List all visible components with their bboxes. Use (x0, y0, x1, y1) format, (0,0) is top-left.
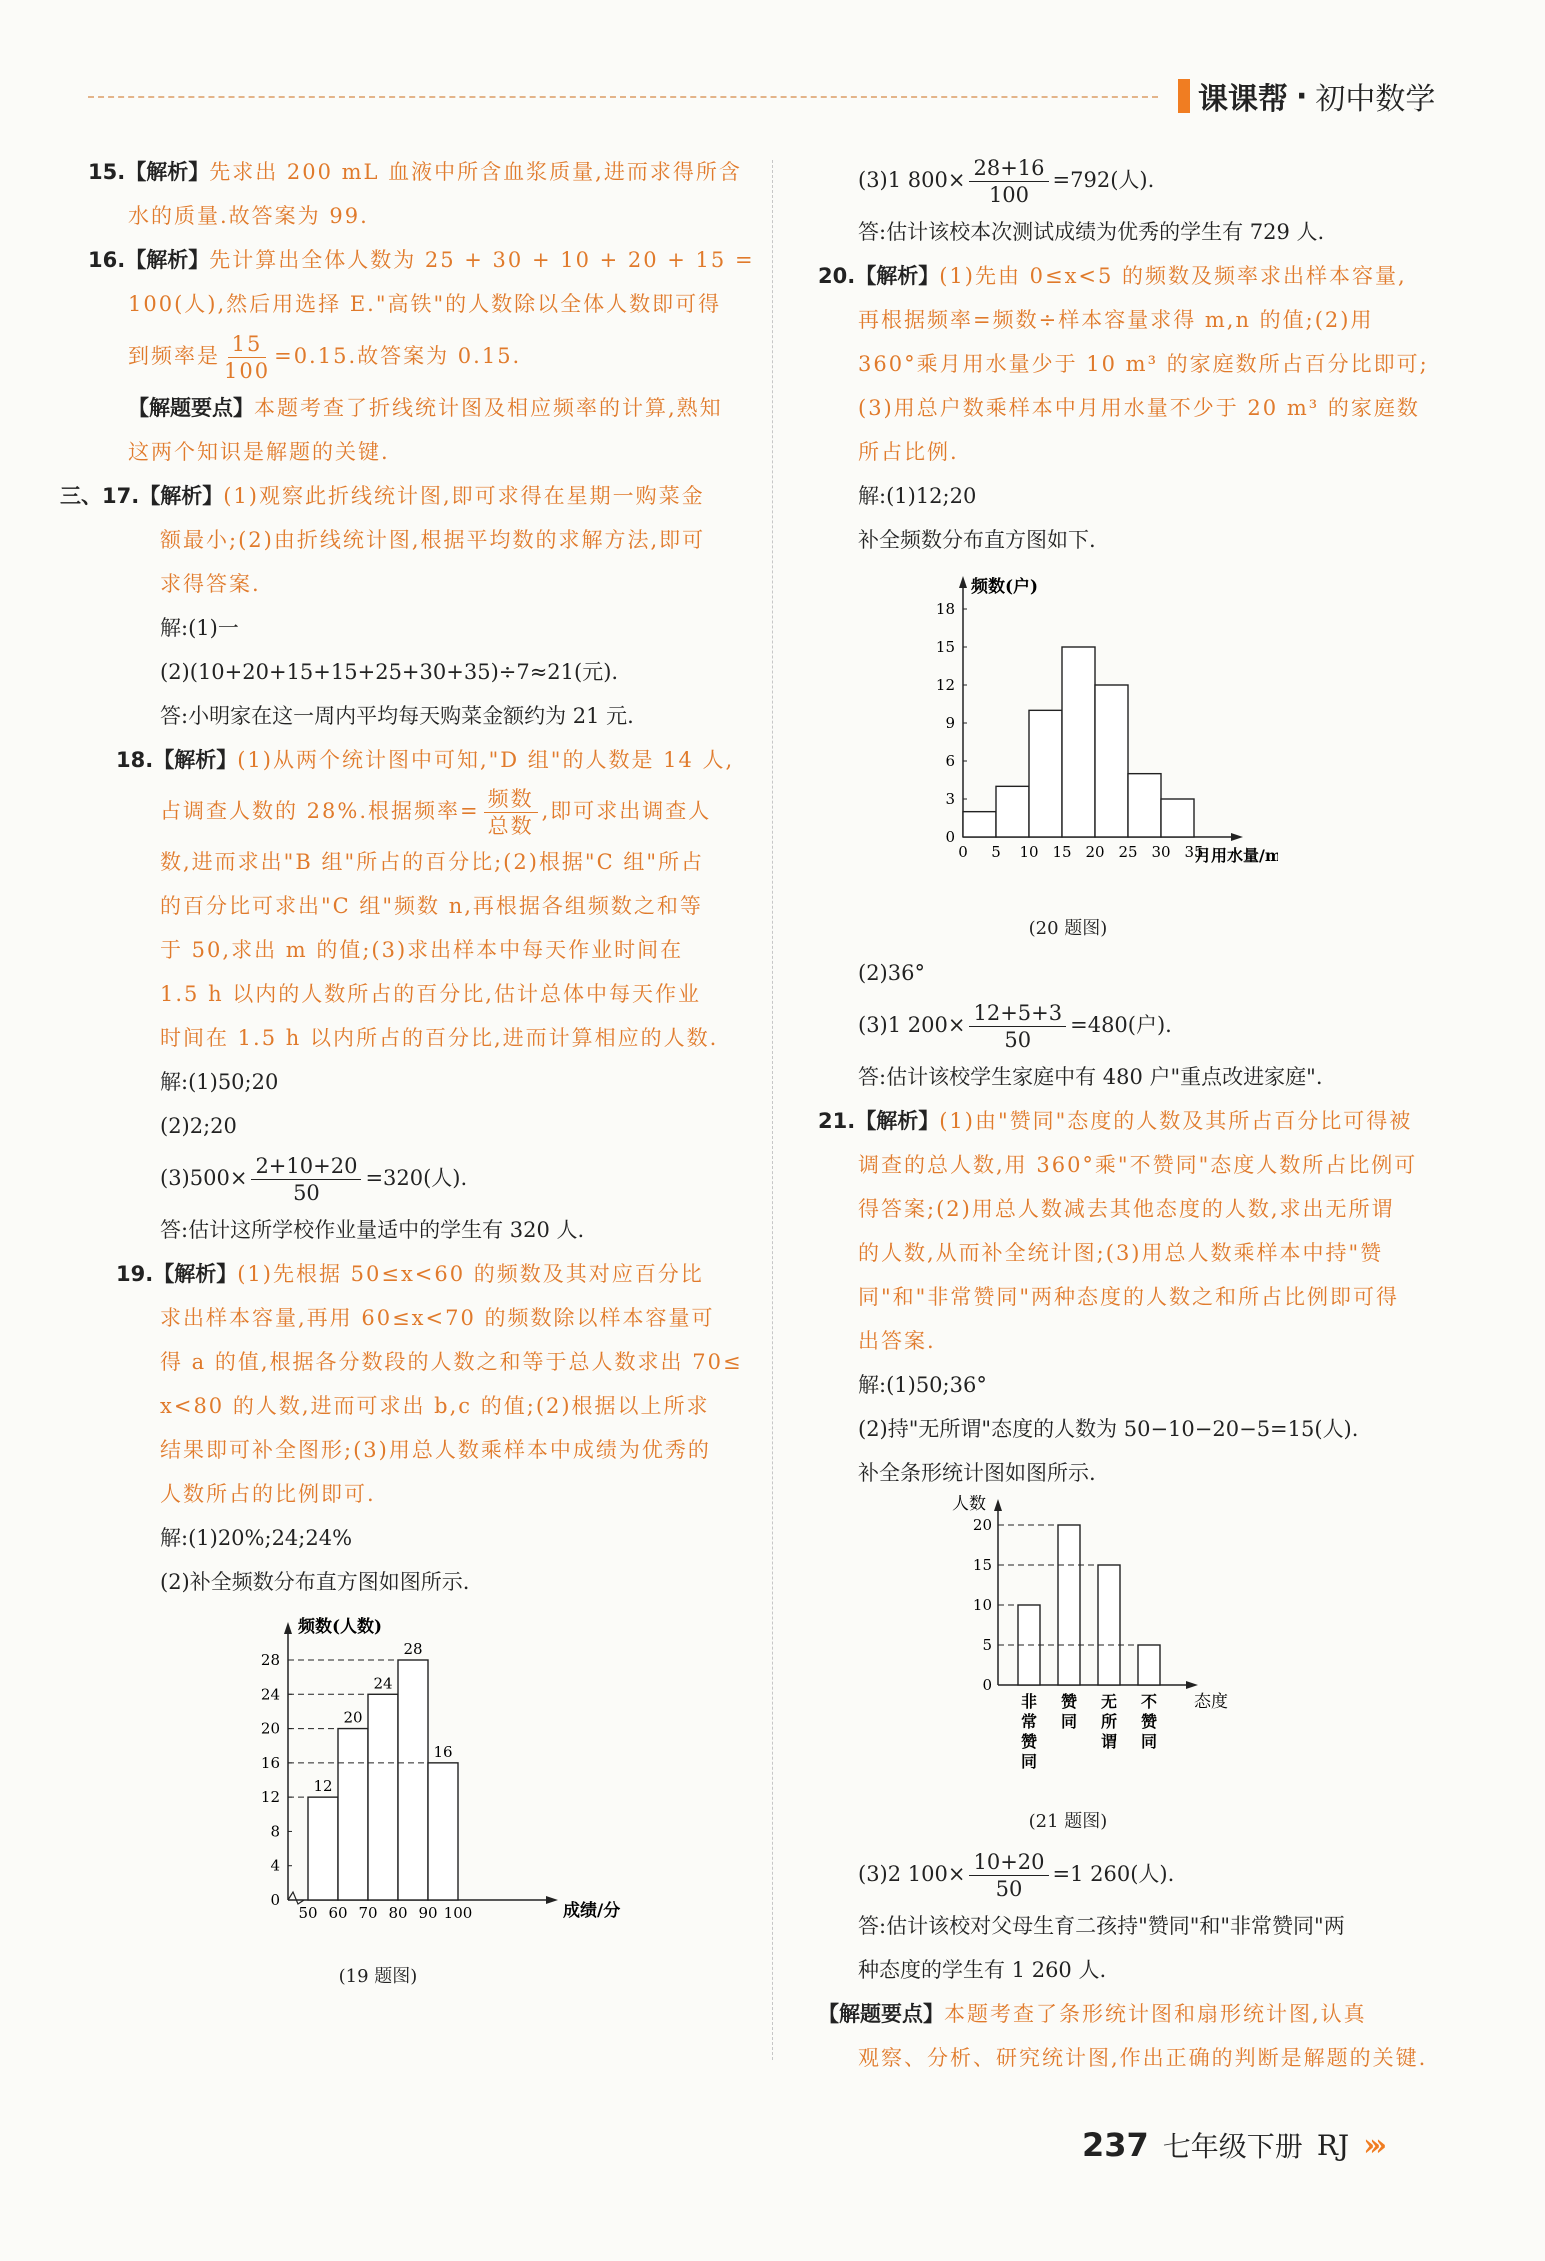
brand-name: 课课帮 (1198, 82, 1288, 117)
x-axis-arrow-icon (1231, 833, 1243, 841)
y-tick-label: 9 (945, 714, 955, 732)
header-rule (88, 96, 1158, 98)
q18-fraction (484, 786, 538, 839)
q17-tag: 【解析】 (139, 483, 224, 508)
q16-line2: 100(人),然后用选择 E."高铁"的人数除以全体人数即可得 (128, 292, 722, 316)
q19b-fraction (969, 155, 1048, 208)
left-column (60, 150, 758, 1999)
y-tick-label: 28 (260, 1651, 280, 1669)
category-label-char: 同 (1060, 1712, 1078, 1731)
y-tick-label: 8 (270, 1822, 280, 1841)
category-label-char: 无 (1100, 1692, 1118, 1711)
header-brand (1178, 74, 1435, 118)
q21-tip-text: 本题考查了条形统计图和扇形统计图,认真 (944, 2002, 1367, 2026)
q18-text: (1)从两个统计图中可知,"D 组"的人数是 14 人, (237, 748, 735, 772)
y-tick-label: 0 (945, 828, 955, 846)
q18-s3-fraction (251, 1153, 361, 1206)
x-axis-arrow-icon (546, 1896, 558, 1904)
q16-fraction (224, 331, 270, 384)
q21-sol6: 种态度的学生有 1 260 人. (858, 1958, 1107, 1982)
q19b-sol4: 答:估计该校本次测试成绩为优秀的学生有 729 人. (858, 220, 1325, 244)
x-tick-label: 30 (1151, 843, 1171, 861)
q16-tip1 (88, 386, 758, 430)
x-tick-label: 10 (1019, 843, 1039, 861)
y-tick-label: 16 (260, 1753, 280, 1772)
category-label-char: 同 (1140, 1732, 1158, 1751)
x-tick-label: 25 (1118, 843, 1138, 861)
y-tick-label: 12 (260, 1788, 280, 1807)
q15-line2: 水的质量.故答案为 99. (128, 204, 369, 228)
q18-l2a: 占调查人数的 28%.根据频率= (160, 799, 480, 823)
y-axis-label: 频数(人数) (298, 1617, 383, 1637)
column-divider (772, 160, 773, 2060)
y-tick-label: 0 (982, 1676, 992, 1694)
q21-s4d: 50 (995, 1877, 1023, 1901)
y-tick-label: 20 (260, 1719, 280, 1738)
q16-line3 (88, 326, 758, 386)
x-tick-label: 15 (1052, 843, 1072, 861)
bar (1058, 1525, 1080, 1685)
q16-fd: 100 (224, 359, 271, 383)
q19b-s3b: =792(人). (1052, 168, 1155, 192)
q18-sol2: (2)2;20 (160, 1114, 237, 1138)
chart-19-caption: (19 题图) (338, 1966, 418, 1987)
q21-tip-tag: 【解题要点】 (818, 2001, 944, 2026)
q15-line1 (88, 150, 758, 194)
q18-line4: 的百分比可求出"C 组"频数 n,再根据各组频数之和等 (160, 894, 703, 918)
y-tick-label: 0 (270, 1891, 280, 1909)
q19-sol1: 解:(1)20%;24;24% (160, 1526, 353, 1550)
q16-line1 (88, 238, 758, 282)
q18-s3b: =320(人). (365, 1166, 468, 1190)
q20-tag: 【解析】 (855, 263, 940, 288)
q18-fn: 频数 (484, 786, 538, 813)
x-axis-arrow-icon (1186, 1681, 1198, 1689)
y-axis-arrow-icon (959, 576, 967, 588)
q19-line2: 求出样本容量,再用 60≤x<70 的频数除以样本容量可 (160, 1306, 715, 1330)
q20-s4a: (3)1 200× (858, 1013, 966, 1037)
q19-line6: 人数所占的比例即可. (160, 1482, 376, 1506)
q20-sol4 (818, 995, 1468, 1055)
q16-l3b: =0.15.故答案为 0.15. (274, 344, 522, 368)
q20-fraction (969, 1000, 1066, 1053)
q19b-s3a: (3)1 800× (858, 168, 966, 192)
x-tick-label: 50 (298, 1904, 318, 1922)
bar (428, 1763, 458, 1900)
chart-19 (238, 1610, 758, 1999)
data-label: 16 (433, 1742, 453, 1761)
x-tick-label: 60 (328, 1904, 348, 1922)
q21-line2: 调查的总人数,用 360°乘"不赞同"态度人数所占比例可 (858, 1153, 1418, 1177)
q17-line2: 额最小;(2)由折线统计图,根据平均数的求解方法,即可 (160, 528, 706, 552)
q20-s4d: 50 (1004, 1028, 1032, 1052)
q19-line3: 得 a 的值,根据各分数段的人数之和等于总人数求出 70≤ (160, 1350, 743, 1374)
x-axis-label: 月用水量/m (1195, 846, 1278, 865)
y-tick-label: 3 (945, 790, 955, 808)
q18-s3d: 50 (293, 1181, 320, 1205)
q20-line2: 再根据频率=频数÷样本容量求得 m,n 的值;(2)用 (858, 308, 1374, 332)
x-tick-label: 90 (418, 1904, 438, 1922)
x-tick-label: 0 (958, 843, 968, 861)
category-label-char: 不 (1140, 1692, 1158, 1711)
q21-s4n: 10+20 (969, 1849, 1048, 1876)
q20-sol3: (2)36° (858, 961, 925, 985)
brand-dot: · (1296, 78, 1308, 114)
q18-line1 (88, 738, 758, 782)
data-label: 24 (373, 1674, 393, 1693)
q20-line1 (818, 254, 1468, 298)
q17-sol1: 解:(1)一 (160, 616, 239, 640)
q20-line4: (3)用总户数乘样本中月用水量不少于 20 m³ 的家庭数 (858, 396, 1420, 420)
q19b-s3d: 100 (988, 183, 1030, 207)
q19b-s3n: 28+16 (969, 155, 1048, 182)
q16-tip-tag: 【解题要点】 (128, 395, 254, 420)
q21-num: 21. (818, 1109, 856, 1133)
q16-fn: 15 (228, 331, 267, 358)
q18-line6: 1.5 h 以内的人数所占的百分比,估计总体中每天作业 (160, 982, 701, 1006)
q21-sol4 (818, 1844, 1468, 1904)
q17-sol3: 答:小明家在这一周内平均每天购菜金额约为 21 元. (160, 704, 634, 728)
q18-line5: 于 50,求出 m 的值;(3)求出样本中每天作业时间在 (160, 938, 684, 962)
q19b-sol3 (818, 150, 1468, 210)
next-arrows-icon: ››› (1363, 2127, 1382, 2163)
x-tick-label: 20 (1085, 843, 1105, 861)
q15-tag: 【解析】 (125, 159, 210, 184)
q20-s4b: =480(户). (1070, 1013, 1172, 1037)
book-title: 七年级下册 (1162, 2130, 1303, 2163)
q15-text: 先求出 200 mL 血液中所含血浆质量,进而求得所含 (209, 160, 742, 184)
category-label-char: 非 (1020, 1692, 1038, 1711)
chart-21-svg (948, 1495, 1248, 1785)
axis-break-icon (288, 1892, 304, 1904)
q20-text: (1)先由 0≤x<5 的频数及频率求出样本容量, (939, 264, 1407, 288)
y-axis-arrow-icon (994, 1499, 1002, 1511)
page-footer (1082, 2125, 1381, 2165)
category-label-char: 赞 (1020, 1732, 1038, 1751)
y-tick-label: 15 (972, 1556, 992, 1574)
x-tick-label: 35 (1184, 843, 1204, 861)
q21-line5: 同"和"非常赞同"两种态度的人数之和所占比例即可得 (858, 1285, 1399, 1309)
y-tick-label: 4 (270, 1856, 280, 1875)
q21-text: (1)由"赞同"态度的人数及其所占百分比可得被 (939, 1109, 1413, 1133)
q20-sol1: 解:(1)12;20 (858, 484, 977, 508)
edition: RJ (1316, 2128, 1350, 2162)
q19-num: 19. (116, 1262, 154, 1286)
q16-text: 先计算出全体人数为 25 + 30 + 10 + 20 + 15 = (209, 248, 755, 272)
bar (398, 1660, 428, 1900)
category-label-char: 谓 (1100, 1732, 1118, 1751)
q21-line1 (818, 1099, 1468, 1143)
bar (1095, 685, 1128, 837)
q17-text: (1)观察此折线统计图,即可求得在星期一购菜金 (223, 484, 705, 508)
data-label: 20 (343, 1708, 363, 1727)
q21-sol3: 补全条形统计图如图所示. (858, 1461, 1096, 1485)
q16-tip-text: 本题考查了折线统计图及相应频率的计算,熟知 (254, 396, 723, 420)
x-axis-label: 成绩/分 (563, 1901, 621, 1921)
category-label-char: 同 (1020, 1752, 1038, 1771)
chart-21-caption: (21 题图) (1028, 1811, 1108, 1832)
q20-num: 20. (818, 264, 856, 288)
q19-line4: x<80 的人数,进而可求出 b,c 的值;(2)根据以上所求 (160, 1394, 710, 1418)
y-tick-label: 10 (972, 1596, 992, 1614)
q18-line3: 数,进而求出"B 组"所占的百分比;(2)根据"C 组"所占 (160, 850, 704, 874)
bar (1128, 774, 1161, 837)
bar (338, 1729, 368, 1900)
q20-sol5: 答:估计该校学生家庭中有 480 户"重点改进家庭". (858, 1065, 1323, 1089)
q16-tag: 【解析】 (125, 247, 210, 272)
category-label-char: 常 (1020, 1712, 1038, 1731)
bar (368, 1694, 398, 1900)
chart-20-caption: (20 题图) (1028, 918, 1108, 939)
q21-line4: 的人数,从而补全统计图;(3)用总人数乘样本中持"赞 (858, 1241, 1384, 1265)
q18-s3n: 2+10+20 (251, 1153, 361, 1180)
brand-subject: 初中数学 (1315, 82, 1436, 117)
bar (308, 1797, 338, 1900)
bar (996, 786, 1029, 837)
x-tick-label: 70 (358, 1904, 378, 1922)
bar (1161, 799, 1194, 837)
q18-s3a: (3)500× (160, 1166, 248, 1190)
y-tick-label: 5 (982, 1636, 992, 1654)
right-column (818, 150, 1468, 2080)
y-axis-label: 人数 (952, 1495, 986, 1514)
category-label-char: 赞 (1140, 1712, 1158, 1731)
q17-num: 三、17. (60, 484, 140, 508)
brand-bar (1178, 79, 1190, 113)
q19-text: (1)先根据 50≤x<60 的频数及其对应百分比 (237, 1262, 704, 1286)
q21-s4b: =1 260(人). (1052, 1862, 1175, 1886)
q18-l2b: ,即可求出调查人 (541, 799, 712, 823)
data-label: 28 (403, 1640, 423, 1658)
q21-line3: 得答案;(2)用总人数减去其他态度的人数,求出无所谓 (858, 1197, 1395, 1221)
q16-tip2: 这两个知识是解题的关键. (128, 440, 390, 464)
q19-tag: 【解析】 (153, 1261, 238, 1286)
y-tick-label: 12 (935, 676, 955, 694)
q16-l3a: 到频率是 (128, 344, 220, 368)
bar (1098, 1565, 1120, 1685)
q19-sol2: (2)补全频数分布直方图如图所示. (160, 1570, 470, 1594)
bar (963, 812, 996, 837)
y-axis-label: 频数(户) (971, 577, 1039, 597)
q21-sol5: 答:估计该校对父母生育二孩持"赞同"和"非常赞同"两 (858, 1914, 1345, 1938)
chart-20-svg (918, 562, 1278, 892)
y-axis-arrow-icon (284, 1622, 292, 1634)
q17-line1 (60, 474, 758, 518)
q21-tag: 【解析】 (855, 1108, 940, 1133)
x-tick-label: 5 (991, 843, 1001, 861)
y-tick-label: 20 (972, 1516, 992, 1534)
q20-sol2: 补全频数分布直方图如下. (858, 528, 1096, 552)
q21-tip2: 观察、分析、研究统计图,作出正确的判断是解题的关键. (858, 2046, 1428, 2070)
q21-sol2: (2)持"无所谓"态度的人数为 50−10−20−5=15(人). (858, 1417, 1359, 1441)
q16-num: 16. (88, 248, 126, 272)
y-tick-label: 6 (945, 752, 955, 770)
x-tick-label: 80 (388, 1904, 408, 1922)
chart-21 (948, 1495, 1468, 1844)
q19-line1 (88, 1252, 758, 1296)
q21-tip1 (818, 1992, 1468, 2036)
y-tick-label: 18 (935, 600, 955, 618)
q17-line3: 求得答案. (160, 572, 261, 596)
chart-19-svg (238, 1610, 658, 1940)
q21-fraction (969, 1849, 1048, 1902)
q17-sol2: (2)(10+20+15+15+25+30+35)÷7≈21(元). (160, 660, 619, 684)
y-tick-label: 24 (260, 1685, 280, 1704)
q19-line5: 结果即可补全图形;(3)用总人数乘样本中成绩为优秀的 (160, 1438, 711, 1462)
q21-s4a: (3)2 100× (858, 1862, 966, 1886)
q20-line5: 所占比例. (858, 440, 959, 464)
q21-sol1: 解:(1)50;36° (858, 1373, 987, 1397)
q18-num: 18. (116, 748, 154, 772)
y-tick-label: 15 (935, 638, 955, 656)
data-label: 12 (313, 1777, 333, 1796)
chart-20 (918, 562, 1468, 951)
x-tick-label: 100 (443, 1904, 473, 1922)
q18-sol4: 答:估计这所学校作业量适中的学生有 320 人. (160, 1218, 585, 1242)
q15-num: 15. (88, 160, 126, 184)
x-axis-label: 态度 (1194, 1692, 1228, 1712)
q20-line3: 360°乘月用水量少于 10 m³ 的家庭数所占百分比即可; (858, 352, 1429, 376)
q21-line6: 出答案. (858, 1329, 936, 1353)
q20-s4n: 12+5+3 (969, 1000, 1066, 1027)
bar (1029, 710, 1062, 837)
q18-sol1: 解:(1)50;20 (160, 1070, 279, 1094)
bar (1138, 1645, 1160, 1685)
q18-tag: 【解析】 (153, 747, 238, 772)
q18-sol3 (88, 1148, 758, 1208)
q18-line7: 时间在 1.5 h 以内所占的百分比,进而计算相应的人数. (160, 1026, 719, 1050)
category-label-char: 赞 (1060, 1692, 1078, 1711)
q18-line2 (88, 782, 758, 840)
page-number: 237 (1082, 2126, 1149, 2164)
bar (1062, 647, 1095, 837)
q18-fd: 总数 (487, 814, 534, 838)
category-label-char: 所 (1100, 1712, 1118, 1731)
